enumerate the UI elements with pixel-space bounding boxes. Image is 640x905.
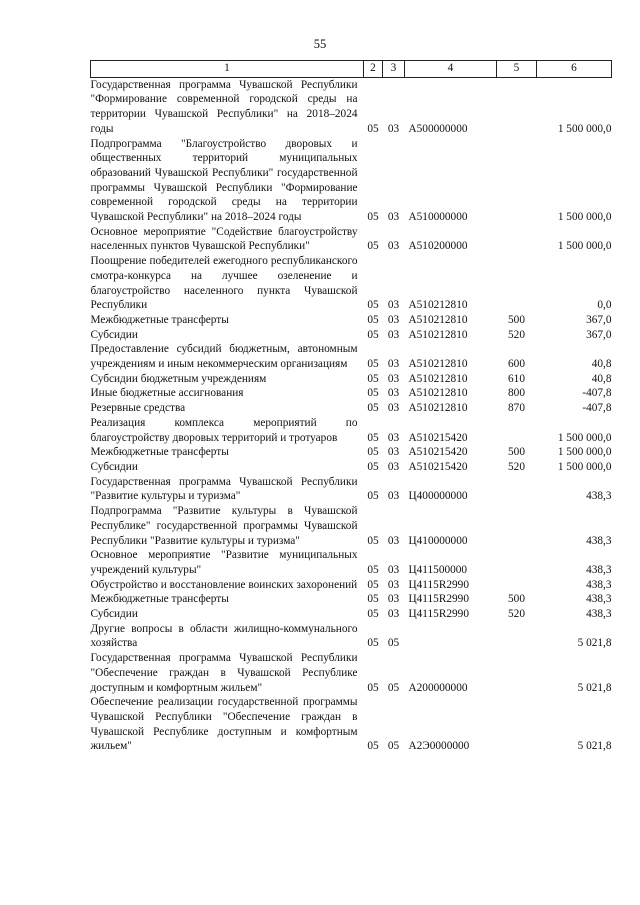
row-expense-type-code: 610 [508, 372, 525, 385]
row-expense-type-code [497, 254, 537, 313]
table-row [91, 77, 612, 136]
row-section-code: 05 [367, 460, 379, 473]
table-row [91, 607, 612, 622]
table-row [91, 401, 612, 416]
row-subsection-code: 03 [387, 372, 400, 385]
column-header: 6 [537, 61, 612, 78]
row-target-code: Ц400000000 [408, 490, 468, 503]
column-header: 1 [91, 61, 364, 78]
row-name: Обеспечение реализации государственной программы Чувашской Республики "Обеспечение граждан в Чувашской Республике доступным и комфортным жильем" [90, 696, 358, 753]
row-amount: 438,3 [586, 534, 612, 547]
row-target-code: A510212810 [408, 402, 468, 415]
row-name: Межбюджетные трансферты [90, 446, 229, 459]
row-name: Поощрение победителей ежегодного республиканского смотра-конкурса на лучшее озеленение и благоустройство населенного пункта Чувашской Республики [90, 255, 358, 312]
row-expense-type-code: 600 [508, 358, 525, 371]
row-amount: 367,0 [586, 328, 612, 341]
row-name: Резервные средства [90, 402, 186, 415]
row-expense-type-code [497, 548, 537, 577]
row-amount: 438,3 [586, 578, 612, 591]
row-subsection-code: 03 [387, 460, 400, 473]
row-subsection-code: 03 [387, 578, 400, 591]
row-amount: 438,3 [586, 490, 612, 503]
row-expense-type-code: 870 [508, 402, 525, 415]
row-name: Основное мероприятие "Содействие благоустройству населенных пунктов Чувашской Республики" [90, 225, 358, 253]
table-row [91, 578, 612, 593]
row-name: Субсидии [90, 608, 138, 621]
row-amount: 1 500 000,0 [557, 240, 612, 253]
row-expense-type-code: 500 [508, 313, 525, 326]
row-name: Субсидии [90, 328, 138, 341]
row-subsection-code: 03 [387, 299, 400, 312]
row-subsection-code: 05 [387, 681, 400, 694]
table-row [91, 548, 612, 577]
page-number: 55 [313, 37, 327, 51]
row-section-code: 05 [367, 740, 379, 753]
row-amount: 5 021,8 [577, 740, 612, 753]
row-expense-type-code [497, 416, 537, 445]
row-target-code: A510200000 [408, 240, 468, 253]
row-expense-type-code: 520 [508, 460, 525, 473]
row-expense-type-code [497, 578, 537, 593]
row-target-code: Ц4115R2990 [408, 593, 469, 606]
row-target-code: A510215420 [408, 431, 468, 444]
row-amount: -407,8 [582, 402, 612, 415]
row-subsection-code: 03 [387, 490, 400, 503]
row-section-code: 05 [367, 681, 379, 694]
row-expense-type-code: 800 [508, 387, 525, 400]
row-amount: 5 021,8 [577, 637, 612, 650]
table-row [91, 372, 612, 387]
row-section-code: 05 [367, 372, 379, 385]
row-subsection-code: 03 [387, 240, 400, 253]
row-target-code: A200000000 [408, 681, 468, 694]
row-target-code: Ц411500000 [408, 563, 468, 576]
row-expense-type-code: 520 [508, 608, 525, 621]
row-expense-type-code [497, 475, 537, 504]
row-expense-type-code: 500 [508, 593, 525, 606]
row-expense-type-code [497, 137, 537, 225]
table-row [91, 695, 612, 754]
table-row [91, 651, 612, 695]
row-name: Межбюджетные трансферты [90, 313, 229, 326]
row-name: Субсидии [90, 460, 138, 473]
table-row [91, 225, 612, 254]
row-name: Подпрограмма "Благоустройство дворовых и общественных территорий муниципальных образований Чувашской Республики" государственной программы Чувашской Республики "Формирование современной городской среды на территории Чувашской Республики" на 2018–2024 годы [90, 137, 358, 224]
table-row [91, 386, 612, 401]
row-name: Субсидии бюджетным учреждениям [90, 372, 267, 385]
row-target-code [405, 622, 497, 651]
row-section-code: 05 [367, 211, 379, 224]
column-header: 4 [405, 61, 497, 78]
row-amount: 1 500 000,0 [557, 211, 612, 224]
row-section-code: 05 [367, 490, 379, 503]
row-subsection-code: 03 [387, 431, 400, 444]
row-target-code: A510215420 [408, 446, 468, 459]
row-target-code: A500000000 [408, 122, 468, 135]
row-amount: 438,3 [586, 593, 612, 606]
row-section-code: 05 [367, 299, 379, 312]
table-row [91, 475, 612, 504]
row-target-code: A510215420 [408, 460, 468, 473]
row-section-code: 05 [367, 240, 379, 253]
row-subsection-code: 03 [387, 122, 400, 135]
row-name: Обустройство и восстановление воинских захоронений [90, 578, 358, 591]
table-row [91, 592, 612, 607]
table-row [91, 622, 612, 651]
column-header: 2 [364, 61, 383, 78]
row-name: Подпрограмма "Развитие культуры в Чувашской Республике" государственной программы Чувашской Республики "Развитие культуры и туризма" [90, 505, 358, 547]
row-subsection-code: 03 [387, 608, 400, 621]
row-expense-type-code [497, 622, 537, 651]
table-row [91, 254, 612, 313]
row-expense-type-code [497, 651, 537, 695]
row-subsection-code: 03 [387, 534, 400, 547]
row-section-code: 05 [367, 402, 379, 415]
row-expense-type-code [497, 695, 537, 754]
row-subsection-code: 03 [387, 563, 400, 576]
table-row [91, 416, 612, 445]
row-amount: 367,0 [586, 313, 612, 326]
row-subsection-code: 03 [387, 593, 400, 606]
row-target-code: Ц4115R2990 [408, 578, 469, 591]
row-target-code: A510212810 [408, 299, 468, 312]
row-amount: -407,8 [582, 387, 612, 400]
row-section-code: 05 [367, 578, 379, 591]
row-expense-type-code: 500 [508, 446, 525, 459]
row-name: Реализация комплекса мероприятий по благоустройству дворовых территорий и тротуаров [90, 416, 358, 444]
budget-table [90, 60, 612, 754]
row-section-code: 05 [367, 534, 379, 547]
table-row [91, 445, 612, 460]
row-expense-type-code [497, 225, 537, 254]
column-header: 3 [383, 61, 405, 78]
row-section-code: 05 [367, 446, 379, 459]
row-target-code: A510000000 [408, 211, 468, 224]
row-target-code: A510212810 [408, 387, 468, 400]
row-name: Государственная программа Чувашской Республики "Обеспечение граждан в Чувашской Республике доступным и комфортным жильем" [90, 652, 358, 694]
row-amount: 1 500 000,0 [557, 460, 612, 473]
row-subsection-code: 03 [387, 387, 400, 400]
row-subsection-code: 05 [387, 637, 400, 650]
row-name: Межбюджетные трансферты [90, 593, 229, 606]
table-row [91, 313, 612, 328]
row-subsection-code: 03 [387, 446, 400, 459]
row-amount: 438,3 [586, 563, 612, 576]
row-name: Другие вопросы в области жилищно-коммунального хозяйства [90, 622, 358, 650]
row-section-code: 05 [367, 563, 379, 576]
row-name: Иные бюджетные ассигнования [90, 387, 244, 400]
row-subsection-code: 03 [387, 211, 400, 224]
row-section-code: 05 [367, 637, 379, 650]
row-target-code: Ц4115R2990 [408, 608, 469, 621]
row-subsection-code: 03 [387, 402, 400, 415]
row-section-code: 05 [367, 387, 379, 400]
row-amount: 0,0 [597, 299, 612, 312]
row-name: Государственная программа Чувашской Республики "Развитие культуры и туризма" [90, 475, 358, 503]
row-amount: 5 021,8 [577, 681, 612, 694]
row-amount: 1 500 000,0 [557, 431, 612, 444]
row-section-code: 05 [367, 313, 379, 326]
table-row [91, 342, 612, 371]
row-expense-type-code: 520 [508, 328, 525, 341]
row-target-code: A510212810 [408, 313, 468, 326]
row-amount: 1 500 000,0 [557, 122, 612, 135]
row-section-code: 05 [367, 608, 379, 621]
row-amount: 438,3 [586, 608, 612, 621]
table-row [91, 328, 612, 343]
row-subsection-code: 03 [387, 328, 400, 341]
row-section-code: 05 [367, 328, 379, 341]
table-row [91, 504, 612, 548]
row-expense-type-code [497, 77, 537, 136]
row-section-code: 05 [367, 122, 379, 135]
row-name: Предоставление субсидий бюджетным, автономным учреждениям и иным некоммерческим организациям [90, 343, 358, 371]
table-row [91, 137, 612, 225]
row-subsection-code: 03 [387, 358, 400, 371]
row-subsection-code: 05 [387, 740, 400, 753]
row-amount: 40,8 [591, 358, 612, 371]
row-amount: 1 500 000,0 [557, 446, 612, 459]
row-target-code: Ц410000000 [408, 534, 468, 547]
row-section-code: 05 [367, 431, 379, 444]
row-amount: 40,8 [591, 372, 612, 385]
table-header-row [91, 61, 612, 78]
row-section-code: 05 [367, 593, 379, 606]
row-expense-type-code [497, 504, 537, 548]
column-header: 5 [497, 61, 537, 78]
row-name: Государственная программа Чувашской Республики "Формирование современной городской среды на территории Чувашской Республики" на 2018–2024 годы [90, 78, 358, 135]
table-row [91, 460, 612, 475]
row-target-code: A510212810 [408, 328, 468, 341]
row-section-code: 05 [367, 358, 379, 371]
row-target-code: A2Э0000000 [408, 740, 470, 753]
row-subsection-code: 03 [387, 313, 400, 326]
row-name: Основное мероприятие "Развитие муниципальных учреждений культуры" [90, 549, 358, 576]
row-target-code: A510212810 [408, 372, 468, 385]
row-target-code: A510212810 [408, 358, 468, 371]
